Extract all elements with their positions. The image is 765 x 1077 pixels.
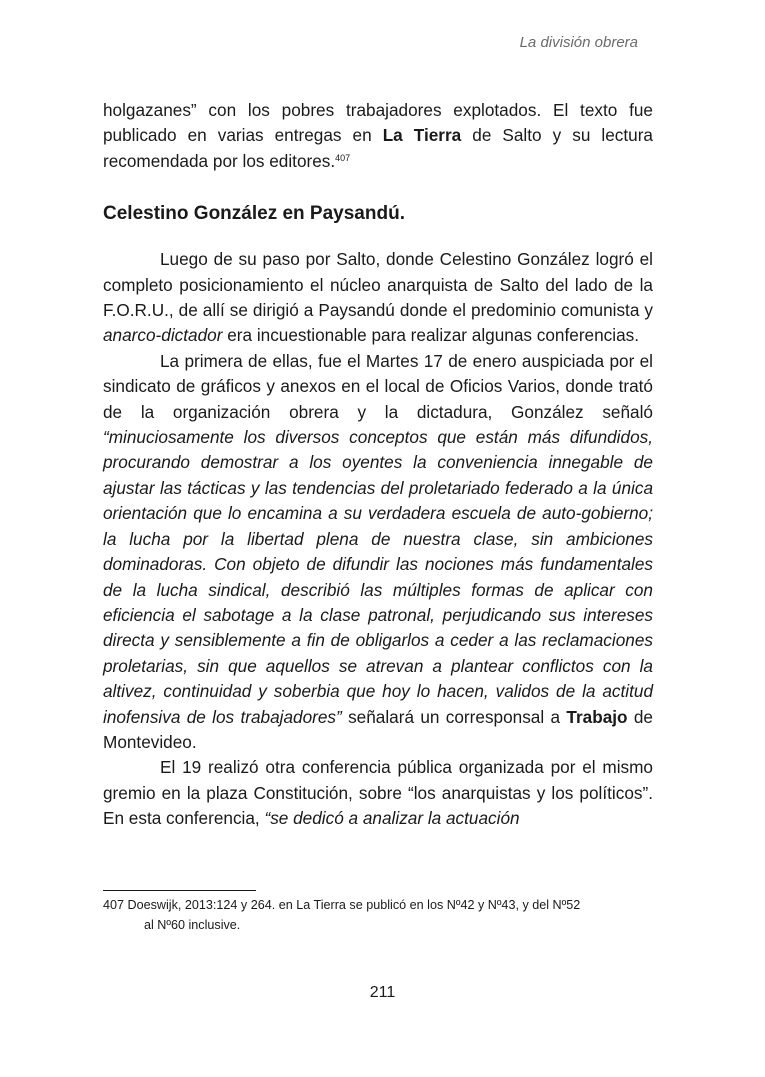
bold-periodical-name: La Tierra	[382, 125, 462, 146]
bold-periodical-name: Trabajo	[566, 706, 628, 727]
page-body	[103, 98, 653, 832]
text-run: señalará un corresponsal a	[341, 706, 567, 727]
text-run: Luego de su paso por Salto, donde Celestino González logró el completo posicionamiento el núcleo anarquista de Salto del lado de la F.O.R.U., de allí se dirigió a Paysandú donde el predominio comunista y	[103, 249, 653, 321]
running-head: La división obrera	[519, 34, 638, 51]
paragraph-3	[103, 755, 653, 831]
italic-quotation: “se dedicó a analizar la actuación	[264, 808, 520, 829]
paragraph-intro	[103, 98, 653, 174]
text-run: de Montevideo.	[103, 706, 653, 752]
section-heading: Celestino González en Paysandú.	[103, 203, 405, 225]
paragraph-1	[103, 247, 653, 349]
paragraph-2	[103, 349, 653, 756]
footnote-separator	[103, 890, 256, 891]
text-run: era incuestionable para realizar algunas conferencias.	[222, 325, 640, 346]
italic-quotation: “minuciosamente los diversos conceptos que están más difundidos, procurando demostrar a los oyentes la conveniencia innegable de ajustar las tácticas y las tendencias del proletariado federado a la única orientación que lo encamina a su verdadera escuela de auto-gobierno; la lucha por la libertad plena de nuestra clase, sin ambiciones dominadoras. Con objeto de difundir las nociones más fundamentales de la lucha sindical, describió las múltiples formas de aplicar con eficiencia el sabotage a la clase patronal, perjudicando sus intereses directa y sensiblemente a fin de obligarlos a ceder a las reclamaciones proletarias, sin que aquellos se atrevan a plantear conflictos con la altivez, continuidad y soberbia que hoy lo hacen, validos de la actitud inofensiva de los trabajadores”	[103, 427, 653, 727]
text-run: holgazanes” con los pobres trabajadores explotados. El texto fue publicado en varias entregas en	[103, 100, 653, 146]
footnote-reference[interactable]: 407	[335, 152, 351, 163]
footnote	[103, 895, 656, 935]
text-run: La primera de ellas, fue el Martes 17 de enero auspiciada por el sindicato de gráficos y anexos en el local de Oficios Varios, donde trató de la organización obrera y la dictadura, González señaló	[103, 350, 653, 422]
italic-term: anarco-dictador	[103, 325, 223, 346]
text-run: de Salto y su lectura recomendada por los editores.	[103, 125, 653, 171]
footnote-line: 407 Doeswijk, 2013:124 y 264. en La Tierra se publicó en los Nº42 y Nº43, y del Nº52	[103, 898, 581, 912]
footnote-line: al Nº60 inclusive.	[144, 918, 241, 932]
text-run: El 19 realizó otra conferencia pública organizada por el mismo gremio en la plaza Constitución, sobre “los anarquistas y los políticos”. En esta conferencia,	[103, 757, 653, 829]
page-number: 211	[369, 984, 396, 1001]
